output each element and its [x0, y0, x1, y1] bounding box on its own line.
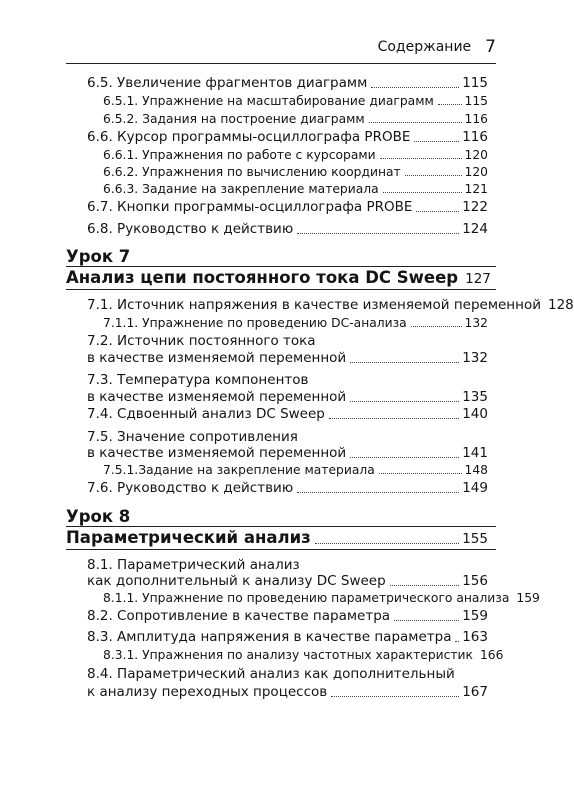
toc-subentry: 6.5.2. Задания на построение диаграмм 116 [103, 112, 488, 126]
lesson-8-label: Урок 8 [66, 507, 131, 526]
toc-entry-line1: 7.2. Источник постоянного тока [87, 333, 316, 349]
toc-entry: 7.1. Источник напряжения в качестве изменяемой переменной 128 [87, 297, 574, 313]
toc-entry: в качестве изменяемой переменной 135 [87, 389, 488, 405]
toc-entry-line1: 7.3. Температура компонентов [87, 372, 309, 388]
toc-subentry: 6.5.1. Упражнение на масштабирование диаграмм 115 [103, 94, 488, 108]
lesson-rule [66, 549, 496, 550]
header-rule [66, 63, 496, 64]
toc-entry: 8.3. Амплитуда напряжения в качестве параметра 163 [87, 629, 488, 645]
lesson-rule [66, 289, 496, 290]
lesson-rule [66, 526, 496, 527]
toc-entry: в качестве изменяемой переменной 132 [87, 350, 488, 366]
toc-subentry: 8.1.1. Упражнение по проведению параметрического анализа 159 [103, 591, 540, 605]
toc-entry: в качестве изменяемой переменной 141 [87, 445, 488, 461]
lesson-7-title: Анализ цепи постоянного тока DC Sweep [66, 268, 459, 287]
toc-entry: 7.6. Руководство к действию 149 [87, 480, 488, 496]
toc-entry-line1: 8.1. Параметрический анализ [87, 557, 300, 573]
toc-entry: 6.7. Кнопки программы-осциллографа PROBE 122 [87, 199, 488, 215]
lesson-rule [66, 266, 496, 267]
toc-entry-line1: 8.4. Параметрический анализ как дополнительный [87, 666, 455, 682]
toc-entry: 7.4. Сдвоенный анализ DC Sweep 140 [87, 406, 488, 422]
header-title: Содержание [377, 39, 472, 55]
lesson-8-title-row: Параметрический анализ 155 [66, 528, 488, 547]
toc-entry: 6.6. Курсор программы-осциллографа PROBE 116 [87, 129, 488, 145]
toc-subentry: 7.5.1.Задание на закрепление материала 148 [103, 463, 488, 477]
running-header [66, 33, 496, 61]
toc-entry-line1: 7.5. Значение сопротивления [87, 429, 298, 445]
lesson-7-label: Урок 7 [66, 247, 131, 266]
toc-entry: к анализу переходных процессов 167 [87, 684, 488, 700]
toc-entry: 6.5. Увеличение фрагментов диаграмм 115 [87, 75, 488, 91]
toc-subentry: 7.1.1. Упражнение по проведению DC-анализа 132 [103, 316, 488, 330]
toc-entry: 6.8. Руководство к действию 124 [87, 221, 488, 237]
toc-subentry: 6.6.1. Упражнения по работе с курсорами 120 [103, 148, 488, 162]
toc-subentry: 8.3.1. Упражнения по анализу частотных характеристик 166 [103, 648, 504, 662]
toc-subentry: 6.6.3. Задание на закрепление материала 121 [103, 182, 488, 196]
lesson-8-title: Параметрический анализ [66, 528, 311, 547]
header-page-number: 7 [485, 37, 496, 57]
lesson-7-title-row: Анализ цепи постоянного тока DC Sweep 127 [66, 268, 491, 287]
toc-subentry: 6.6.2. Упражнения по вычислению координат 120 [103, 165, 488, 179]
toc-entry: 8.2. Сопротивление в качестве параметра 159 [87, 608, 488, 624]
toc-entry: как дополнительный к анализу DC Sweep 156 [87, 573, 488, 589]
